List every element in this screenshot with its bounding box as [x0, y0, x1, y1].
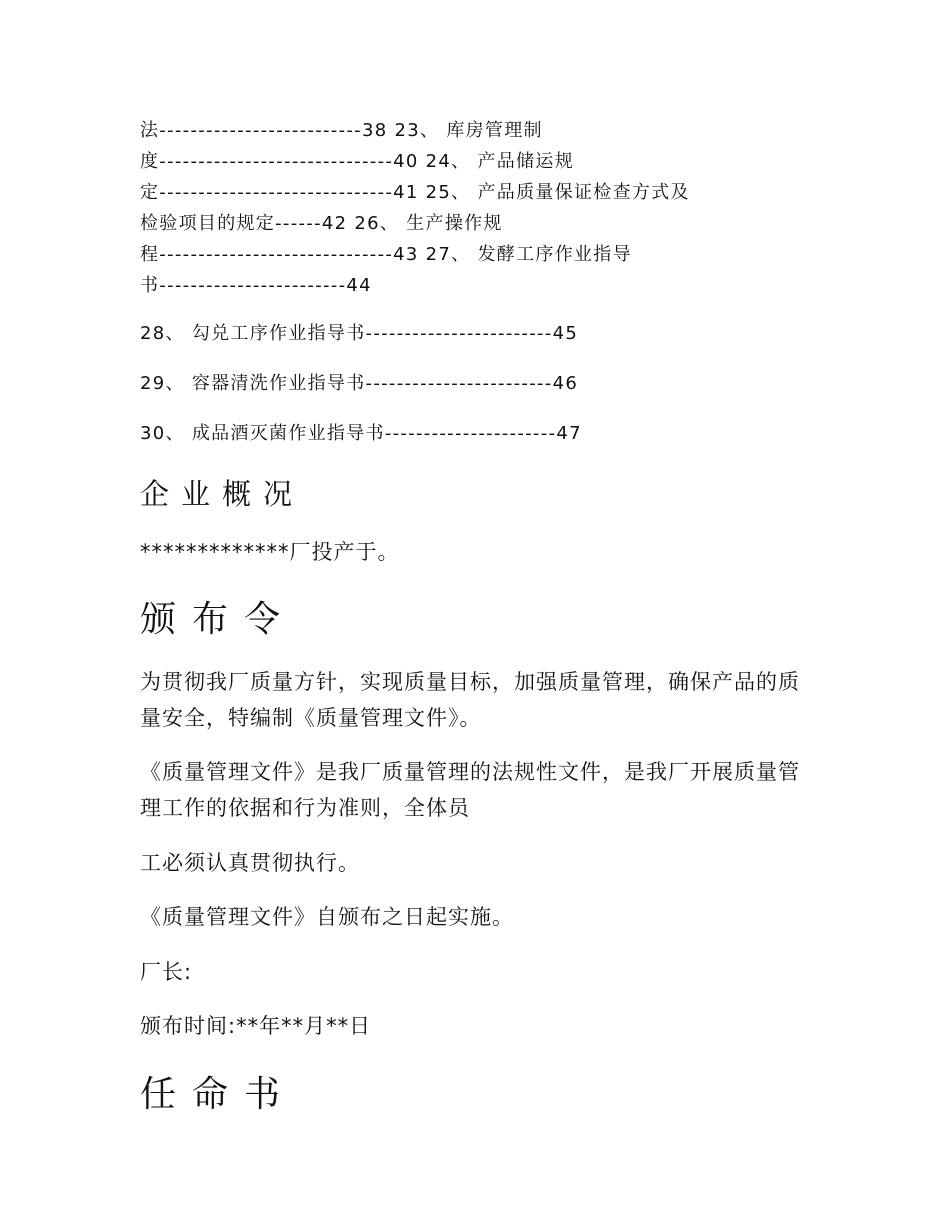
toc-line-22: 法--------------------------38 23、 库房管理制 [140, 120, 543, 141]
toc-line-29: 29、 容器清洗作业指导书------------------------46 [140, 373, 579, 394]
decree-paragraph-2: 《质量管理文件》是我厂质量管理的法规性文件，是我厂开展质量管理工作的依据和行为准则，全体员 [140, 760, 800, 820]
toc-line-24: 定------------------------------41 25、 产品质量保证检查方式及 [140, 182, 690, 203]
toc-line-30: 30、 成品酒灭菌作业指导书----------------------47 [140, 423, 582, 444]
toc-line-27: 书------------------------44 [140, 275, 372, 296]
decree-paragraph-3: 工必须认真贯彻执行。 [140, 851, 360, 875]
decree-paragraph-1: 为贯彻我厂质量方针，实现质量目标，加强质量管理，确保产品的质量安全，特编制《质量管理文件》。 [140, 670, 800, 730]
section-title-decree: 颁布令 [140, 599, 297, 640]
toc-line-25: 检验项目的规定------42 26、 生产操作规 [140, 213, 503, 234]
decree-signatory: 厂长: [140, 960, 193, 984]
decree-date: 颁布时间:**年**月**日 [140, 1014, 372, 1038]
section-title-appointment: 任命书 [140, 1074, 297, 1115]
toc-line-23: 度------------------------------40 24、 产品储运规 [140, 151, 575, 172]
overview-body: *************厂投产于。 [140, 540, 400, 564]
toc-line-26: 程------------------------------43 27、 发酵工序作业指导 [140, 244, 632, 265]
decree-paragraph-4: 《质量管理文件》自颁布之日起实施。 [140, 905, 514, 929]
toc-line-28: 28、 勾兑工序作业指导书------------------------45 [140, 323, 579, 344]
section-title-overview: 企业概况 [140, 477, 305, 511]
